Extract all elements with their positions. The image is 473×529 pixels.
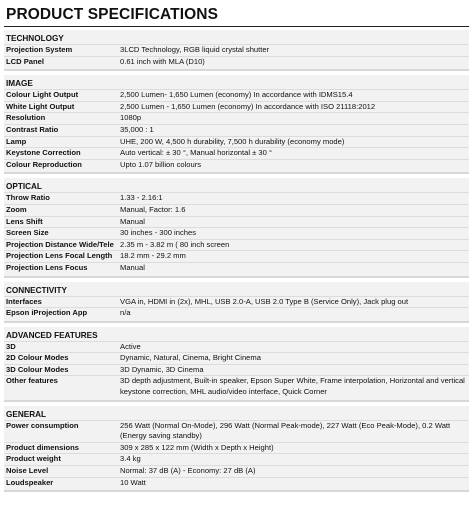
spec-value: 2.35 m - 3.82 m ( 80 inch screen: [120, 239, 230, 249]
spec-row: [4, 101, 469, 113]
spec-value: 30 inches - 300 inches: [120, 228, 196, 238]
spec-label: Lens Shift: [6, 216, 43, 226]
spec-row: [4, 364, 469, 376]
page-title: PRODUCT SPECIFICATIONS: [4, 4, 469, 27]
spec-value: 18.2 mm - 29.2 mm: [120, 251, 186, 261]
spec-label: 3D: [6, 341, 16, 351]
spec-row: [4, 477, 469, 489]
spec-label: Product weight: [6, 454, 61, 464]
spec-section-advanced-features: [4, 327, 469, 402]
spec-value: 1.33 - 2.16:1: [120, 193, 163, 203]
spec-label: 2D Colour Modes: [6, 353, 69, 363]
spec-label: LCD Panel: [6, 56, 44, 66]
spec-row: [4, 147, 469, 159]
spec-value: 256 Watt (Normal On-Mode), 296 Watt (Normal Peak-mode), 227 Watt (Eco Peak-Mode), 0.2 Watt (Energy saving standby): [120, 420, 451, 441]
section-heading: ADVANCED FEATURES: [6, 330, 98, 340]
section-heading: IMAGE: [6, 79, 33, 89]
spec-row: [4, 44, 469, 56]
section-heading: OPTICAL: [6, 182, 42, 192]
spec-row: [4, 89, 469, 101]
spec-row: [4, 192, 469, 204]
spec-value: 2,500 Lumen - 1,650 Lumen (economy) In accordance with ISO 21118:2012: [120, 101, 376, 111]
spec-label: Interfaces: [6, 296, 42, 306]
spec-label: Power consumption: [6, 420, 79, 430]
spec-row: [4, 420, 469, 442]
spec-value: 3.4 kg: [120, 454, 141, 464]
spec-value: UHE, 200 W, 4,500 h durability, 7,500 h durability (economy mode): [120, 136, 345, 146]
spec-row: [4, 124, 469, 136]
spec-label: Noise Level: [6, 466, 49, 476]
spec-row: [4, 136, 469, 148]
spec-row: [4, 239, 469, 251]
spec-row: [4, 262, 469, 274]
spec-value: 35,000 : 1: [120, 124, 154, 134]
section-heading: TECHNOLOGY: [6, 34, 64, 43]
spec-value: 2,500 Lumen- 1,650 Lumen (economy) In accordance with IDMS15.4: [120, 90, 353, 100]
spec-row: [4, 465, 469, 477]
spec-label: Screen Size: [6, 228, 49, 238]
spec-row: [4, 296, 469, 308]
spec-label: Projection Lens Focus: [6, 262, 88, 272]
spec-row: [4, 307, 469, 319]
spec-label: Throw Ratio: [6, 193, 50, 203]
spec-row: [4, 341, 469, 353]
spec-value: 3D Dynamic, 3D Cinema: [120, 364, 204, 374]
spec-row: [4, 216, 469, 228]
spec-value: 3LCD Technology, RGB liquid crystal shutter: [120, 45, 270, 54]
spec-label: Epson iProjection App: [6, 308, 88, 318]
spec-label: 3D Colour Modes: [6, 364, 69, 374]
section-heading: GENERAL: [6, 409, 47, 419]
spec-row: [4, 204, 469, 216]
spec-value: Dynamic, Natural, Cinema, Bright Cinema: [120, 353, 261, 363]
spec-value: Manual: [120, 216, 145, 226]
spec-value: n/a: [120, 308, 131, 318]
spec-label: Colour Light Output: [6, 90, 79, 100]
spec-section-optical: [4, 178, 469, 277]
spec-value: Active: [120, 341, 141, 351]
spec-label: Colour Reproduction: [6, 159, 82, 169]
spec-label: Product dimensions: [6, 442, 79, 452]
spec-value: 309 x 285 x 122 mm (Width x Depth x Height): [120, 442, 274, 452]
spec-section-general: [4, 406, 469, 493]
spec-label: Zoom: [6, 204, 27, 214]
spec-value: Manual, Factor: 1.6: [120, 204, 186, 214]
spec-value: 3D depth adjustment, Built-in speaker, Epson Super White, Frame interpolation, Horizontal and vertical keystone correction, MHL audio/video interface, Quick Corner: [120, 376, 465, 397]
spec-label: Other features: [6, 376, 58, 386]
spec-value: 10 Watt: [120, 477, 146, 487]
spec-row: [4, 250, 469, 262]
spec-label: Lamp: [6, 136, 27, 146]
section-heading: CONNECTIVITY: [6, 285, 67, 295]
spec-label: Projection System: [6, 45, 73, 54]
spec-label: Contrast Ratio: [6, 124, 59, 134]
spec-label: White Light Output: [6, 101, 75, 111]
spec-value: VGA in, HDMI in (2x), MHL, USB 2.0-A, USB 2.0 Type B (Service Only), Jack plug out: [120, 296, 409, 306]
spec-row: [4, 159, 469, 171]
spec-value: 1080p: [120, 113, 142, 123]
spec-row: [4, 56, 469, 68]
spec-value: 0.61 inch with MLA (D10): [120, 56, 205, 66]
spec-label: Loudspeaker: [6, 477, 54, 487]
spec-sections: [4, 30, 469, 492]
spec-row: [4, 352, 469, 364]
spec-row: [4, 375, 469, 397]
spec-row: [4, 227, 469, 239]
spec-row: [4, 442, 469, 454]
spec-label: Projection Lens Focal Length: [6, 251, 113, 261]
spec-label: Projection Distance Wide/Tele: [6, 239, 114, 249]
spec-section-image: [4, 75, 469, 174]
spec-label: Keystone Correction: [6, 148, 81, 158]
spec-section-connectivity: [4, 282, 469, 323]
spec-label: Resolution: [6, 113, 46, 123]
spec-value: Normal: 37 dB (A) - Economy: 27 dB (A): [120, 466, 256, 476]
spec-value: Auto vertical: ± 30 °, Manual horizontal ± 30 °: [120, 148, 273, 158]
spec-value: Upto 1.07 billion colours: [120, 159, 202, 169]
spec-section-technology: [4, 30, 469, 71]
spec-row: [4, 453, 469, 465]
spec-value: Manual: [120, 262, 145, 272]
spec-row: [4, 112, 469, 124]
